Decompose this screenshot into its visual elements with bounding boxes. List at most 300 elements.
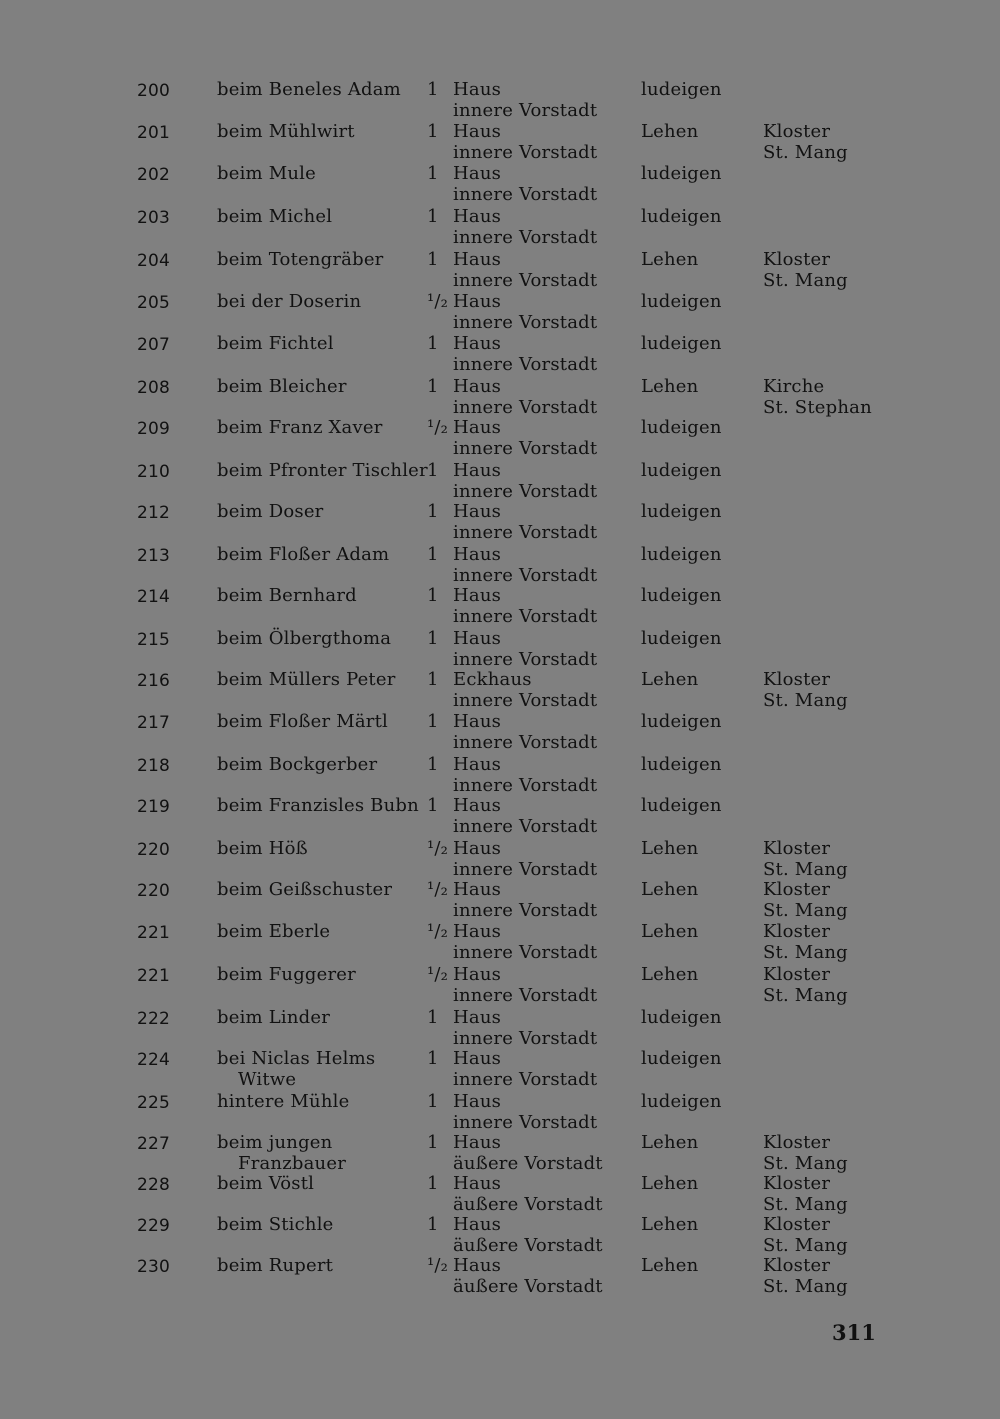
- table-row: [0, 755, 1000, 797]
- entry-house: [453, 1174, 633, 1215]
- entry-name: [217, 1133, 422, 1174]
- entry-house: [453, 922, 633, 963]
- table-row: [0, 80, 1000, 122]
- entry-house-line: innere Vorstadt: [453, 1027, 598, 1049]
- entry-name: [217, 80, 422, 101]
- entry-house-line: innere Vorstadt: [453, 858, 598, 880]
- table-row: [0, 418, 1000, 460]
- entry-house-line: innere Vorstadt: [453, 605, 598, 627]
- entry-name-line: beim Ölbergthoma: [217, 628, 392, 649]
- entry-quantity: 1: [427, 669, 439, 690]
- table-row: [0, 377, 1000, 419]
- entry-status: Lehen: [641, 1173, 699, 1194]
- entry-number: 219: [137, 797, 171, 817]
- entry-house-line: innere Vorstadt: [453, 984, 598, 1006]
- entry-house-line: Haus: [453, 249, 502, 270]
- entry-house: [453, 1092, 633, 1133]
- entry-status: ludeigen: [641, 79, 722, 100]
- entry-quantity: 1: [427, 628, 439, 649]
- entry-house: [453, 586, 633, 627]
- entry-house-line: äußere Vorstadt: [453, 1193, 603, 1215]
- table-row: [0, 292, 1000, 334]
- entry-number: 230: [137, 1257, 171, 1277]
- entry-name-line: beim Pfronter Tischler: [217, 460, 428, 481]
- entry-house-line: Haus: [453, 1255, 502, 1276]
- entry-owner-line: St. Mang: [763, 899, 848, 921]
- entry-status: ludeigen: [641, 163, 722, 184]
- entry-number: 205: [137, 293, 171, 313]
- entry-name-line: bei der Doserin: [217, 291, 362, 312]
- entry-number: 214: [137, 587, 171, 607]
- entry-name-line: beim Fuggerer: [217, 964, 356, 985]
- entry-house: [453, 461, 633, 502]
- entry-house-line: Haus: [453, 1173, 502, 1194]
- entry-status: ludeigen: [641, 711, 722, 732]
- entry-owner-line: Kloster: [763, 1214, 831, 1235]
- entry-name-line: beim Totengräber: [217, 249, 384, 270]
- entry-house: [453, 377, 633, 418]
- entry-name: [217, 1256, 422, 1277]
- entry-name: [217, 460, 428, 482]
- entry-number: 212: [137, 503, 171, 523]
- entry-name: [217, 164, 422, 185]
- entry-house-line: Haus: [453, 1007, 502, 1028]
- entry-owner-line: Kloster: [763, 249, 831, 270]
- entry-owner-line: St. Mang: [763, 689, 848, 711]
- entry-house: [453, 1215, 633, 1256]
- entry-quantity: ¹/₂: [427, 921, 449, 942]
- entry-owner: [763, 122, 883, 163]
- entry-house-line: innere Vorstadt: [453, 99, 598, 121]
- entry-name: [217, 334, 422, 355]
- entry-quantity: 1: [427, 79, 439, 100]
- entry-name-line: beim Doser: [217, 501, 324, 522]
- entry-status: ludeigen: [641, 1007, 722, 1028]
- entry-owner: [763, 1174, 883, 1215]
- entry-house: [453, 1256, 633, 1297]
- entry-house-line: innere Vorstadt: [453, 1068, 598, 1090]
- entry-house-line: innere Vorstadt: [453, 183, 598, 205]
- entry-number: 222: [137, 1009, 171, 1029]
- entry-name-line: beim Höß: [217, 838, 308, 859]
- entry-house-line: Haus: [453, 711, 502, 732]
- entry-name: [217, 712, 422, 733]
- entry-name-line: beim Linder: [217, 1007, 331, 1028]
- entry-house-line: innere Vorstadt: [453, 774, 598, 796]
- entry-status: ludeigen: [641, 417, 722, 438]
- entry-house-line: innere Vorstadt: [453, 226, 598, 248]
- entry-quantity: 1: [427, 163, 439, 184]
- entry-owner-line: Kloster: [763, 879, 831, 900]
- entry-house: [453, 796, 633, 837]
- entry-owner-line: Kloster: [763, 1173, 831, 1194]
- entry-owner: [763, 1256, 883, 1297]
- entry-name-line: beim Bleicher: [217, 376, 347, 397]
- entry-number: 204: [137, 251, 171, 271]
- entry-house-line: Haus: [453, 501, 502, 522]
- entry-name: [217, 586, 422, 607]
- entry-quantity: 1: [427, 206, 439, 227]
- entry-house-line: innere Vorstadt: [453, 648, 598, 670]
- entry-house-line: Eckhaus: [453, 669, 532, 690]
- entry-owner-line: St. Mang: [763, 141, 848, 163]
- entry-quantity: 1: [427, 754, 439, 775]
- entry-owner-line: St. Mang: [763, 1152, 848, 1174]
- entry-house-line: äußere Vorstadt: [453, 1234, 603, 1256]
- entry-quantity: 1: [427, 333, 439, 354]
- entry-house-line: Haus: [453, 1214, 502, 1235]
- entry-house-line: innere Vorstadt: [453, 689, 598, 711]
- entry-status: ludeigen: [641, 460, 722, 481]
- entry-number: 229: [137, 1216, 171, 1236]
- entry-owner-line: Kloster: [763, 121, 831, 142]
- entry-status: ludeigen: [641, 754, 722, 775]
- entry-status: Lehen: [641, 1132, 699, 1153]
- entry-name: [217, 1049, 422, 1090]
- entry-house-line: innere Vorstadt: [453, 311, 598, 333]
- entry-house-line: innere Vorstadt: [453, 564, 598, 586]
- entry-name-line: beim Franz Xaver: [217, 417, 383, 438]
- table-row: [0, 1215, 1000, 1257]
- entry-number: 210: [137, 462, 171, 482]
- entry-owner: [763, 250, 883, 291]
- entry-quantity: 1: [427, 121, 439, 142]
- table-row: [0, 207, 1000, 249]
- table-row: [0, 1256, 1000, 1298]
- entry-name-line: beim Michel: [217, 206, 333, 227]
- entry-name-line: beim Vöstl: [217, 1173, 315, 1194]
- entry-house-line: innere Vorstadt: [453, 480, 598, 502]
- entry-house-line: innere Vorstadt: [453, 1111, 598, 1133]
- entry-status: ludeigen: [641, 291, 722, 312]
- entry-owner-line: St. Mang: [763, 941, 848, 963]
- entry-owner-line: Kloster: [763, 838, 831, 859]
- entry-house-line: äußere Vorstadt: [453, 1275, 603, 1297]
- entry-status: Lehen: [641, 964, 699, 985]
- entry-house-line: Haus: [453, 417, 502, 438]
- entry-number: 217: [137, 713, 171, 733]
- entry-name: [217, 122, 422, 143]
- entry-owner: [763, 377, 883, 418]
- entry-number: 228: [137, 1175, 171, 1195]
- entry-name: [217, 755, 422, 776]
- entry-name-line: beim Mule: [217, 163, 316, 184]
- entry-status: ludeigen: [641, 544, 722, 565]
- entry-name: [217, 502, 422, 523]
- entry-number: 221: [137, 923, 171, 943]
- entry-house-line: Haus: [453, 163, 502, 184]
- entry-owner-line: Kloster: [763, 964, 831, 985]
- entry-status: ludeigen: [641, 333, 722, 354]
- entry-name: [217, 839, 422, 860]
- entry-owner: [763, 922, 883, 963]
- entry-owner-line: St. Mang: [763, 984, 848, 1006]
- entry-house-line: innere Vorstadt: [453, 521, 598, 543]
- entry-name-line: beim Floßer Adam: [217, 544, 390, 565]
- entry-name: [217, 250, 422, 271]
- entry-status: Lehen: [641, 838, 699, 859]
- entry-number: 201: [137, 123, 171, 143]
- entry-house-line: Haus: [453, 376, 502, 397]
- entry-owner-line: St. Mang: [763, 1193, 848, 1215]
- entry-status: ludeigen: [641, 795, 722, 816]
- entry-house: [453, 207, 633, 248]
- entry-number: 216: [137, 671, 171, 691]
- entry-name-line: hintere Mühle: [217, 1091, 350, 1112]
- entry-name-line: beim Rupert: [217, 1255, 334, 1276]
- table-row: [0, 1174, 1000, 1216]
- entry-house-line: Haus: [453, 585, 502, 606]
- entry-number: 213: [137, 546, 171, 566]
- entry-house: [453, 1133, 633, 1174]
- table-row: [0, 1008, 1000, 1050]
- entry-number: 221: [137, 966, 171, 986]
- entry-quantity: 1: [427, 1214, 439, 1235]
- entry-house: [453, 1049, 633, 1090]
- entry-house-line: Haus: [453, 79, 502, 100]
- entry-name-line: beim jungen: [217, 1132, 333, 1153]
- entry-name: [217, 670, 422, 691]
- entry-house: [453, 629, 633, 670]
- entry-name-line: beim Franzisles Bubn: [217, 795, 419, 816]
- entry-number: 220: [137, 881, 171, 901]
- entry-number: 225: [137, 1093, 171, 1113]
- entry-name-line: beim Mühlwirt: [217, 121, 355, 142]
- table-row: [0, 502, 1000, 544]
- entry-quantity: 1: [427, 1173, 439, 1194]
- entry-name-line: bei Niclas Helms: [217, 1048, 376, 1069]
- entry-number: 207: [137, 335, 171, 355]
- entry-owner: [763, 1133, 883, 1174]
- entry-house-line: Haus: [453, 1091, 502, 1112]
- entry-number: 224: [137, 1050, 171, 1070]
- entry-house-line: innere Vorstadt: [453, 353, 598, 375]
- entry-owner-line: St. Stephan: [763, 396, 872, 418]
- table-row: [0, 1049, 1000, 1091]
- entry-quantity: ¹/₂: [427, 838, 449, 859]
- entry-house: [453, 670, 633, 711]
- entry-name-line: beim Floßer Märtl: [217, 711, 388, 732]
- table-row: [0, 629, 1000, 671]
- entry-house: [453, 250, 633, 291]
- entry-quantity: 1: [427, 501, 439, 522]
- entry-house-line: innere Vorstadt: [453, 899, 598, 921]
- entry-name-line: beim Geißschuster: [217, 879, 393, 900]
- entry-house-line: Haus: [453, 964, 502, 985]
- entry-house-line: innere Vorstadt: [453, 941, 598, 963]
- entry-quantity: 1: [427, 1132, 439, 1153]
- entry-status: ludeigen: [641, 1048, 722, 1069]
- entry-status: Lehen: [641, 1255, 699, 1276]
- entry-number: 208: [137, 378, 171, 398]
- entry-quantity: ¹/₂: [427, 417, 449, 438]
- entry-number: 215: [137, 630, 171, 650]
- entry-quantity: 1: [427, 711, 439, 732]
- entry-house: [453, 418, 633, 459]
- entry-house-line: äußere Vorstadt: [453, 1152, 603, 1174]
- entry-quantity: 1: [427, 1048, 439, 1069]
- entry-status: Lehen: [641, 249, 699, 270]
- table-row: [0, 712, 1000, 754]
- entry-owner-line: Kloster: [763, 1132, 831, 1153]
- entry-house: [453, 755, 633, 796]
- entry-name: [217, 1174, 422, 1195]
- entry-status: ludeigen: [641, 501, 722, 522]
- entry-owner-line: Kloster: [763, 1255, 831, 1276]
- entry-number: 227: [137, 1134, 171, 1154]
- entry-quantity: 1: [427, 1091, 439, 1112]
- table-row: [0, 1092, 1000, 1134]
- entry-house-line: Haus: [453, 1132, 502, 1153]
- entry-house: [453, 292, 633, 333]
- table-row: [0, 670, 1000, 712]
- entry-house-line: innere Vorstadt: [453, 731, 598, 753]
- entry-owner: [763, 839, 883, 880]
- table-row: [0, 122, 1000, 164]
- entry-number: 220: [137, 840, 171, 860]
- entry-quantity: 1: [427, 249, 439, 270]
- table-row: [0, 880, 1000, 922]
- table-row: [0, 839, 1000, 881]
- entry-house: [453, 545, 633, 586]
- entry-name-line: beim Müllers Peter: [217, 669, 396, 690]
- entry-name-line: beim Bernhard: [217, 585, 357, 606]
- entry-name: [217, 880, 422, 901]
- entry-owner-line: St. Mang: [763, 1234, 848, 1256]
- entry-owner-line: Kloster: [763, 669, 831, 690]
- entry-quantity: 1: [427, 795, 439, 816]
- entry-name: [217, 292, 422, 313]
- entry-name: [217, 207, 422, 228]
- entry-status: Lehen: [641, 1214, 699, 1235]
- table-row: [0, 1133, 1000, 1175]
- table-row: [0, 461, 1000, 503]
- entry-quantity: 1: [427, 460, 439, 481]
- entry-name: [217, 1008, 422, 1029]
- entry-quantity: ¹/₂: [427, 1255, 449, 1276]
- entry-house: [453, 80, 633, 121]
- entry-name-line: beim Bockgerber: [217, 754, 378, 775]
- entry-status: ludeigen: [641, 206, 722, 227]
- entry-name-line: beim Beneles Adam: [217, 79, 401, 100]
- entry-owner-line: Kirche: [763, 376, 825, 397]
- entry-house-line: Haus: [453, 121, 502, 142]
- entry-house-line: Haus: [453, 206, 502, 227]
- entry-house-line: Haus: [453, 795, 502, 816]
- entry-owner-line: St. Mang: [763, 269, 848, 291]
- entry-status: Lehen: [641, 121, 699, 142]
- table-row: [0, 545, 1000, 587]
- entry-house-line: Haus: [453, 879, 502, 900]
- entry-house-line: Haus: [453, 754, 502, 775]
- entry-house: [453, 880, 633, 921]
- page-number: 311: [832, 1320, 876, 1345]
- entry-name: [217, 629, 422, 650]
- entry-quantity: ¹/₂: [427, 291, 449, 312]
- table-row: [0, 922, 1000, 964]
- entry-name-line: beim Stichle: [217, 1214, 334, 1235]
- entry-house-line: Haus: [453, 628, 502, 649]
- entry-name: [217, 377, 422, 398]
- entry-name-line: beim Eberle: [217, 921, 331, 942]
- entry-house: [453, 839, 633, 880]
- entry-house-line: innere Vorstadt: [453, 141, 598, 163]
- entry-house-line: innere Vorstadt: [453, 396, 598, 418]
- entry-status: Lehen: [641, 879, 699, 900]
- entry-house-line: Haus: [453, 333, 502, 354]
- entry-owner-line: Kloster: [763, 921, 831, 942]
- entry-house: [453, 164, 633, 205]
- entry-quantity: 1: [427, 1007, 439, 1028]
- entry-number: 202: [137, 165, 171, 185]
- table-row: [0, 796, 1000, 838]
- table-row: [0, 250, 1000, 292]
- table-row: [0, 164, 1000, 206]
- entry-status: ludeigen: [641, 585, 722, 606]
- entry-quantity: 1: [427, 544, 439, 565]
- entry-owner: [763, 1215, 883, 1256]
- entry-house-line: Haus: [453, 838, 502, 859]
- entry-name: [217, 1092, 422, 1113]
- entry-owner-line: St. Mang: [763, 858, 848, 880]
- entry-number: 203: [137, 208, 171, 228]
- entry-quantity: 1: [427, 376, 439, 397]
- entry-name: [217, 922, 422, 943]
- entry-name: [217, 418, 422, 439]
- entry-status: ludeigen: [641, 628, 722, 649]
- entry-quantity: 1: [427, 585, 439, 606]
- entry-house: [453, 965, 633, 1006]
- entry-house: [453, 334, 633, 375]
- entry-quantity: ¹/₂: [427, 964, 449, 985]
- entry-status: Lehen: [641, 376, 699, 397]
- entry-name: [217, 545, 422, 566]
- entry-quantity: ¹/₂: [427, 879, 449, 900]
- entry-house-line: innere Vorstadt: [453, 437, 598, 459]
- table-row: [0, 586, 1000, 628]
- entry-owner: [763, 965, 883, 1006]
- entry-status: ludeigen: [641, 1091, 722, 1112]
- entry-name: [217, 965, 422, 986]
- entry-house-line: Haus: [453, 460, 502, 481]
- entry-number: 218: [137, 756, 171, 776]
- entry-owner: [763, 880, 883, 921]
- entry-house-line: Haus: [453, 544, 502, 565]
- entry-owner-line: St. Mang: [763, 1275, 848, 1297]
- entry-status: Lehen: [641, 921, 699, 942]
- entry-name-line: Franzbauer: [238, 1152, 347, 1174]
- entry-house: [453, 712, 633, 753]
- entry-house: [453, 502, 633, 543]
- entry-number: 209: [137, 419, 171, 439]
- entry-name: [217, 796, 422, 817]
- entry-house-line: Haus: [453, 921, 502, 942]
- entry-house: [453, 122, 633, 163]
- entry-status: Lehen: [641, 669, 699, 690]
- entry-house-line: Haus: [453, 291, 502, 312]
- entry-number: 200: [137, 81, 171, 101]
- table-row: [0, 334, 1000, 376]
- entry-house: [453, 1008, 633, 1049]
- entry-name-line: beim Fichtel: [217, 333, 334, 354]
- entry-house-line: Haus: [453, 1048, 502, 1069]
- entry-owner: [763, 670, 883, 711]
- entry-name-line: Witwe: [238, 1068, 297, 1090]
- table-row: [0, 965, 1000, 1007]
- entry-name: [217, 1215, 422, 1236]
- entry-house-line: innere Vorstadt: [453, 815, 598, 837]
- entry-house-line: innere Vorstadt: [453, 269, 598, 291]
